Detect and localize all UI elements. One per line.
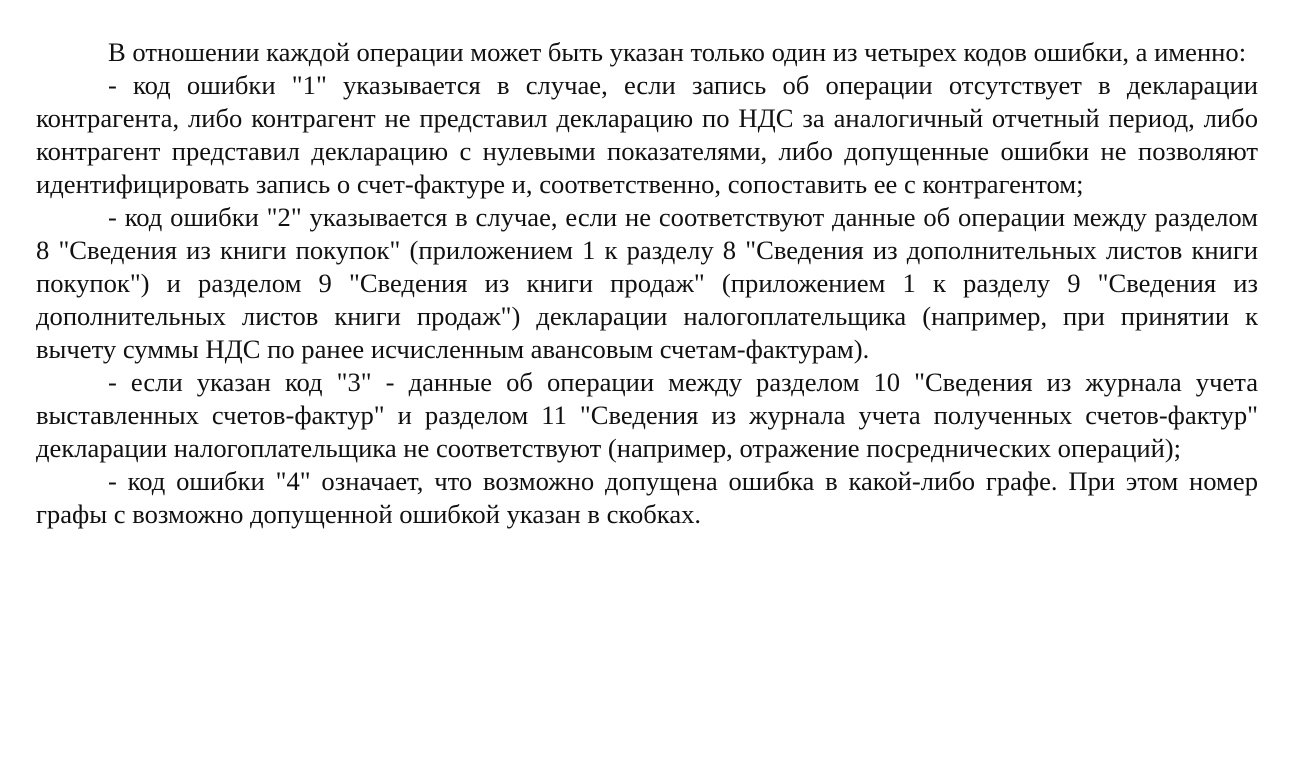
- error-code-2-paragraph: - код ошибки "2" указывается в случае, если не соответствуют данные об операции между разделом 8 "Сведения из книги покупок" (приложением 1 к разделу 8 "Сведения из дополнительных листов книги покупок") и разделом 9 "Сведения из книги продаж" (приложением 1 к разделу 9 "Сведения из дополнительных листов книги продаж") декларации налогоплательщика (например, при принятии к вычету суммы НДС по ранее исчисленным авансовым счетам-фактурам).: [36, 202, 1258, 364]
- error-code-1-paragraph: - код ошибки "1" указывается в случае, если запись об операции отсутствует в декларации контрагента, либо контрагент не представил декларацию по НДС за аналогичный отчетный период, либо контрагент представил декларацию с нулевыми показателями, либо допущенные ошибки не позволяют идентифицировать запись о счет-фактуре и, соответственно, сопоставить ее с контрагентом;: [36, 70, 1258, 199]
- error-code-4-paragraph: - код ошибки "4" означает, что возможно допущена ошибка в какой-либо графе. При этом номер графы с возможно допущенной ошибкой указан в скобках.: [36, 466, 1258, 529]
- error-code-3-paragraph: - если указан код "3" - данные об операции между разделом 10 "Сведения из журнала учета выставленных счетов-фактур" и разделом 11 "Сведения из журнала учета полученных счетов-фактур" декларации налогоплательщика не соответствуют (например, отражение посреднических операций);: [36, 367, 1258, 463]
- document-body: [36, 36, 1258, 531]
- intro-paragraph: В отношении каждой операции может быть указан только один из четырех кодов ошибки, а именно:: [108, 37, 1247, 67]
